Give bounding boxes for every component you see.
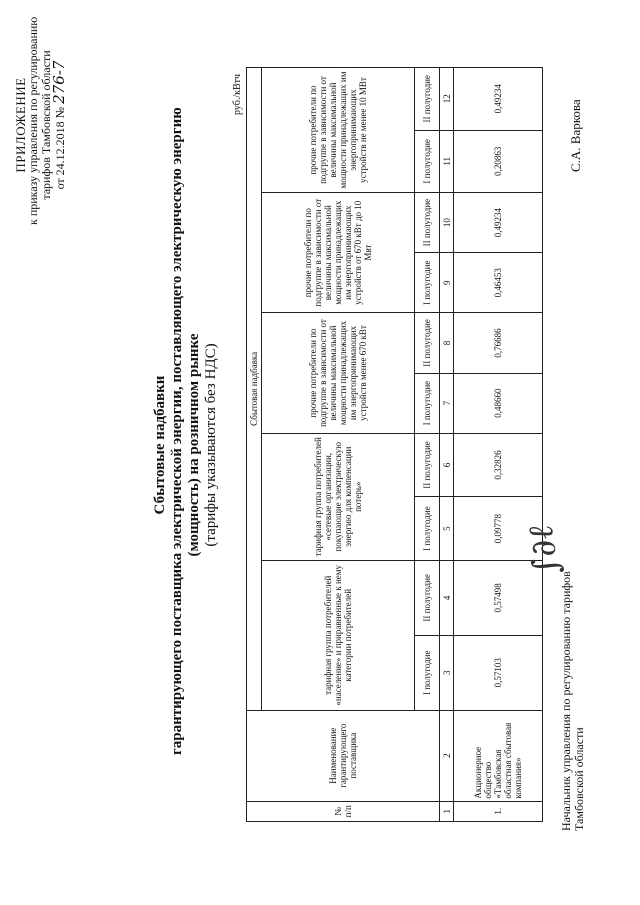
subheader-population: тарифная группа потребителей «население» и приравненные к нему категории потребителей: [262, 560, 415, 710]
row-value: 0,20863: [454, 130, 543, 192]
document-title: [152, 107, 220, 755]
signatory-position: [560, 571, 586, 831]
unit-label: руб./кВтч: [232, 73, 243, 115]
header-row-1: [247, 68, 262, 822]
half-label: I полугодие: [415, 373, 440, 433]
row-value: 0,49234: [454, 193, 543, 253]
signatory-position-text: Начальник управления по регулированию тарифов Тамбовской области: [559, 571, 586, 831]
column-number: 3: [440, 635, 454, 710]
appendix-line-2: тарифов Тамбовской области: [39, 50, 53, 200]
appendix-heading: ПРИЛОЖЕНИЕ: [13, 77, 28, 173]
half-label: II полугодие: [415, 313, 440, 373]
header-group: Сбытовая надбавка: [247, 68, 262, 711]
half-label: I полугодие: [415, 635, 440, 710]
signatory-name: С.А. Варкова: [568, 99, 583, 172]
title-line-2: гарантирующего поставщика электрической энергии, поставляющего электрическую энергию: [169, 107, 185, 755]
column-number: 11: [440, 130, 454, 192]
half-label: II полугодие: [415, 560, 440, 635]
appendix-date: [50, 25, 68, 225]
subheader-over-10: прочие потребители по подгруппе в зависимости от величины максимальной мощности принадлежащих им энергопринимающих устройств не менее 10 МВт: [262, 68, 415, 193]
row-value: 0,76686: [454, 313, 543, 373]
subheader-grid-orgs: тарифная группа потребителей «сетевые организации, покупающие электрическую энергию для компенсации потерь»: [262, 433, 415, 560]
row-value: 0,57498: [454, 560, 543, 635]
header-row-2: [262, 68, 415, 822]
row-supplier-name: Акционерное общество «Тамбовская областная сбытовая компания»: [454, 710, 543, 801]
column-number: 2: [440, 710, 454, 801]
column-number: 12: [440, 68, 454, 131]
row-value: 0,09778: [454, 497, 543, 561]
half-label: II полугодие: [415, 68, 440, 131]
header-num: № п/п: [247, 801, 440, 821]
handwritten-signature-icon: ∫∂ℓ: [520, 522, 568, 578]
title-line-1: Сбытовые надбавки: [152, 375, 168, 515]
subheader-670-10: прочие потребители по подгруппе в зависимости от величины максимальной мощности принадлежащих им энергопринимающих устройств от 670 кВт до 10 Мвт: [262, 193, 415, 313]
appendix-block: [13, 16, 68, 225]
row-value: 0,57103: [454, 635, 543, 710]
title-line-3: (мощность) на розничном рынке: [186, 333, 202, 557]
tariff-table: [246, 67, 543, 822]
appendix-number: 276-7: [50, 60, 68, 104]
column-number: 4: [440, 560, 454, 635]
half-label: I полугодие: [415, 130, 440, 192]
column-number: 8: [440, 313, 454, 373]
column-number: 10: [440, 193, 454, 253]
header-name: Наименование гарантирующего поставщика: [247, 710, 440, 801]
subheader-under-670: прочие потребители по подгруппе в зависимости от величины максимальной мощности принадлежащих им энергопринимающих устройств менее 670 кВт: [262, 313, 415, 433]
row-value: 0,49234: [454, 68, 543, 131]
appendix-line-1: к приказу управления по регулированию: [26, 16, 40, 225]
half-label: II полугодие: [415, 193, 440, 253]
half-label: II полугодие: [415, 433, 440, 497]
column-number: 1: [440, 801, 454, 821]
column-number: 5: [440, 497, 454, 561]
title-line-4: (тарифы указываются без НДС): [203, 343, 219, 547]
appendix-date-prefix: от 24.12.2018 №: [53, 106, 67, 190]
table-row: [454, 68, 543, 822]
header-row-3: [415, 68, 440, 822]
row-value: 0,32826: [454, 433, 543, 497]
column-number: 6: [440, 433, 454, 497]
row-num: 1.: [454, 801, 543, 821]
column-number: 7: [440, 373, 454, 433]
column-numbers-row: [440, 68, 454, 822]
row-value: 0,48660: [454, 373, 543, 433]
half-label: I полугодие: [415, 253, 440, 313]
column-number: 9: [440, 253, 454, 313]
row-value: 0,46453: [454, 253, 543, 313]
half-label: I полугодие: [415, 497, 440, 561]
